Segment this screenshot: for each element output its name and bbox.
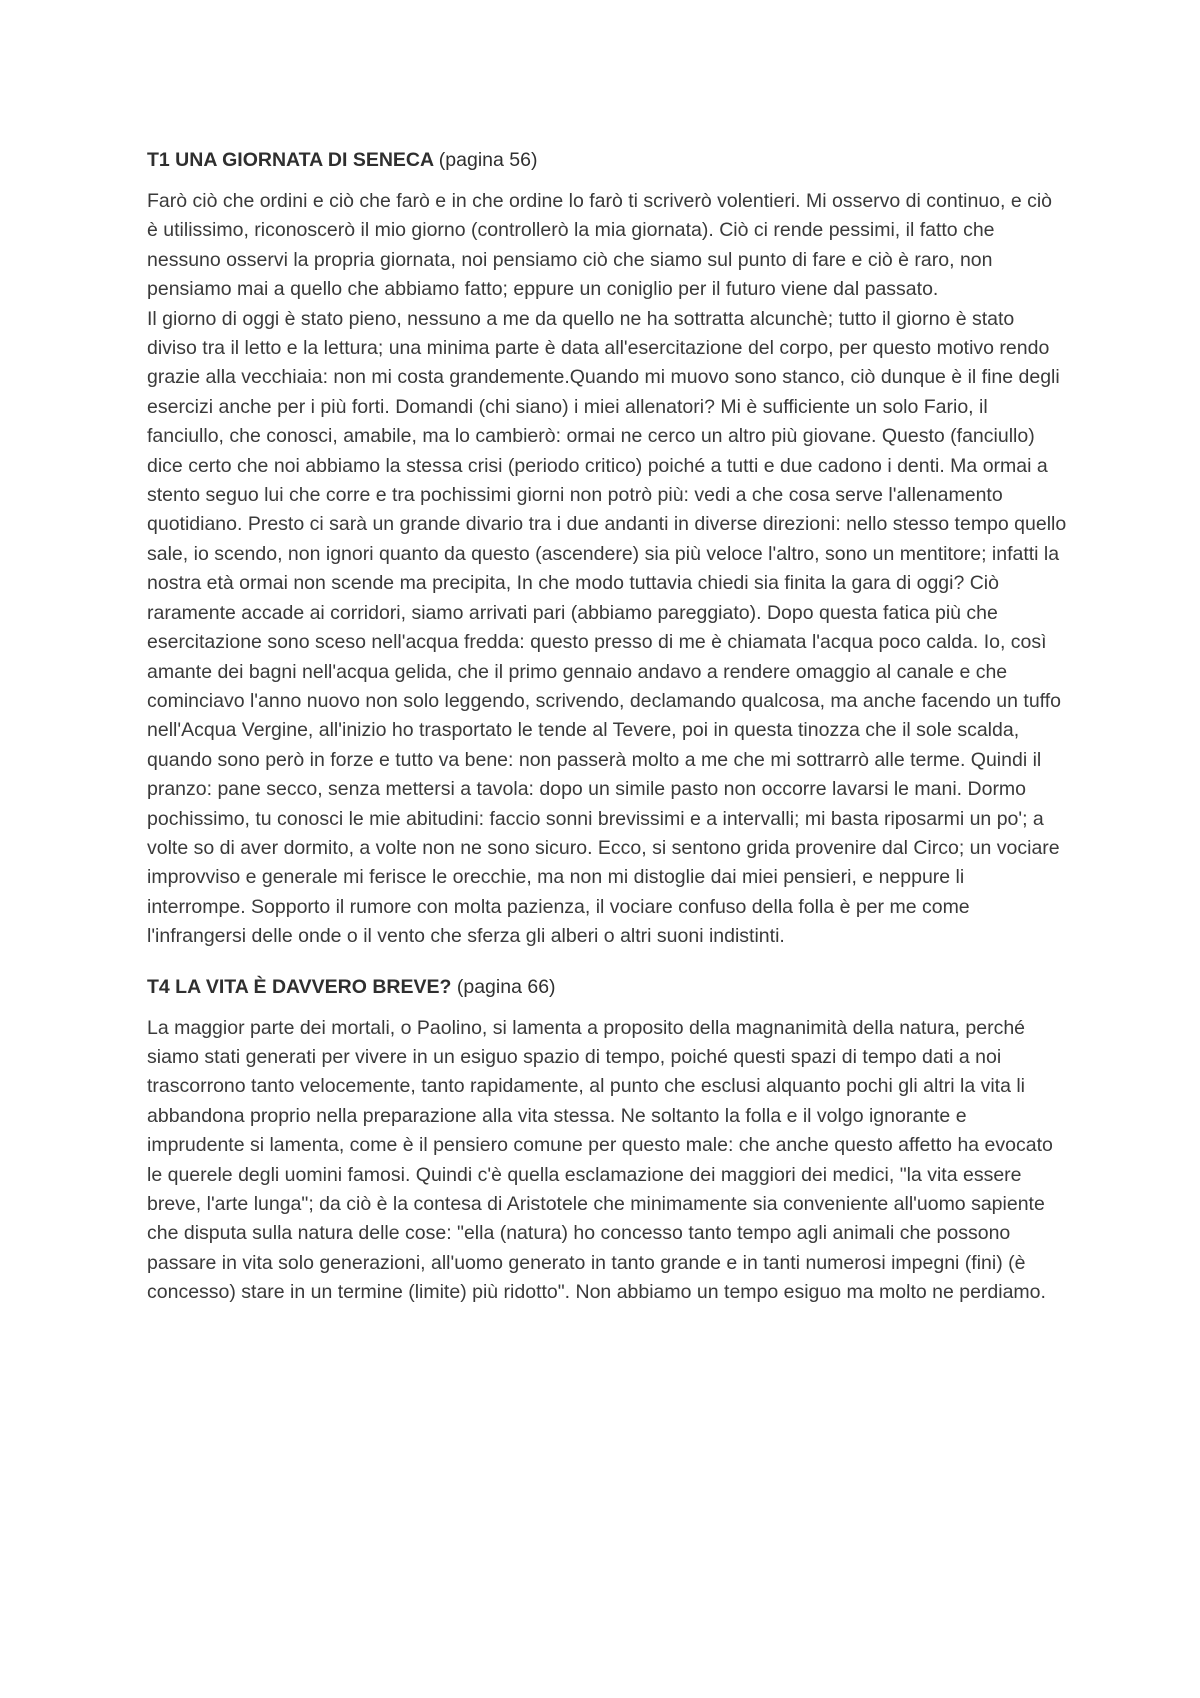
page-reference: (pagina 56)	[438, 149, 538, 171]
section-t1	[147, 147, 1067, 952]
section-title	[147, 147, 1067, 173]
section-title	[147, 974, 1067, 1000]
page-reference: (pagina 66)	[456, 975, 556, 998]
paragraph: Farò ciò che ordini e ciò che farò e in che ordine lo farò ti scriverò volentieri. Mi osservo di continuo, e ciò è utilissimo, riconoscerò il mio giorno (controllerò la mia giornata). Ciò ci rende pessimi, il fatto che nessuno osservi la propria giornata, noi pensiamo ciò che siamo sul punto di fare e ciò è raro, non pensiamo mai a quello che abbiamo fatto; eppure un coniglio per il futuro viene dal passato.	[147, 190, 1053, 301]
paragraph: Il giorno di oggi è stato pieno, nessuno a me da quello ne ha sottratta alcunchè; tutto il giorno è stato diviso tra il letto e la lettura; una minima parte è data all'esercitazione del corpo, per questo motivo rendo grazie alla vecchiaia: non mi costa grandemente.Quando mi muovo sono stanco, ciò dunque è il fine degli esercizi anche per i più forti. Domandi (chi siano) i miei allenatori? Mi è sufficiente un solo Fario, il fanciullo, che conosci, amabile, ma lo cambierò: ormai ne cerco un altro più giovane. Questo (fanciullo) dice certo che noi abbiamo la stessa crisi (periodo critico) poiché a tutti e due cadono i denti. Ma ormai a stento seguo lui che corre e tra pochissimi giorni non potrò più: vedi a che cosa serve l'allenamento quotidiano. Presto ci sarà un grande divario tra i due andanti in diverse direzioni: nello stesso tempo quello sale, io scendo, non ignori quanto da questo (ascendere) sia più veloce l'altro, sono un mentitore; infatti la nostra età ormai non scende ma precipita, In che modo tuttavia chiedi sia finita la gara di oggi? Ciò raramente accade ai corridori, siamo arrivati pari (abbiamo pareggiato). Dopo questa fatica più che esercitazione sono sceso nell'acqua fredda: questo presso di me è chiamata l'acqua poco calda. Io, così amante dei bagni nell'acqua gelida, che il primo gennaio andavo a rendere omaggio al canale e che cominciavo l'anno nuovo non solo leggendo, scrivendo, declamando qualcosa, ma anche facendo un tuffo nell'Acqua Vergine, all'inizio ho trasportato le tende al Tevere, poi in questa tinozza che il sole scalda, quando sono però in forze e tutto va bene: non passerà molto a me che mi sottrarrò alle terme. Quindi il pranzo: pane secco, senza mettersi a tavola: dopo un simile pasto non occorre lavarsi le mani. Dormo pochissimo, tu conosci le mie abitudini: faccio sonni brevissimi e a intervalli; mi basta riposarmi un po'; a volte so di aver dormito, a volte non ne sono sicuro. Ecco, si sentono grida provenire dal Circo; un vociare improvviso e generale mi ferisce le orecchie, ma non mi distoglie dai miei pensieri, e neppure li interrompe. Sopporto il rumore con molta pazienza, il vociare confuso della folla è per me come l'infrangersi delle onde o il vento che sferza gli alberi o altri suoni indistinti.	[147, 307, 1067, 948]
section-title-text: T4 LA VITA È DAVVERO BREVE?	[147, 975, 452, 998]
section-title-text: T1 UNA GIORNATA DI SENECA	[147, 149, 434, 171]
section-t4	[147, 974, 1067, 1308]
paragraph: La maggior parte dei mortali, o Paolino, si lamenta a proposito della magnanimità della natura, perché siamo stati generati per vivere in un esiguo spazio di tempo, poiché questi spazi di tempo dati a noi trascorrono tanto velocemente, tanto rapidamente, al punto che esclusi alquanto pochi gli altri la vita li abbandona proprio nella preparazione alla vita stessa. Ne soltanto la folla e il volgo ignorante e imprudente si lamenta, come è il pensiero comune per questo male: che anche questo affetto ha evocato le querele degli uomini famosi. Quindi c'è quella esclamazione dei maggiori dei medici, "la vita essere breve, l'arte lunga"; da ciò è la contesa di Aristotele che minimamente sia conveniente all'uomo sapiente che disputa sulla natura delle cose: "ella (natura) ho concesso tanto tempo agli animali che possono passare in vita solo generazioni, all'uomo generato in tanto grande e in tanti numerosi impegni (fini) (è concesso) stare in un termine (limite) più ridotto". Non abbiamo un tempo esiguo ma molto ne perdiamo.	[147, 1016, 1053, 1304]
document-page	[147, 147, 1067, 1308]
